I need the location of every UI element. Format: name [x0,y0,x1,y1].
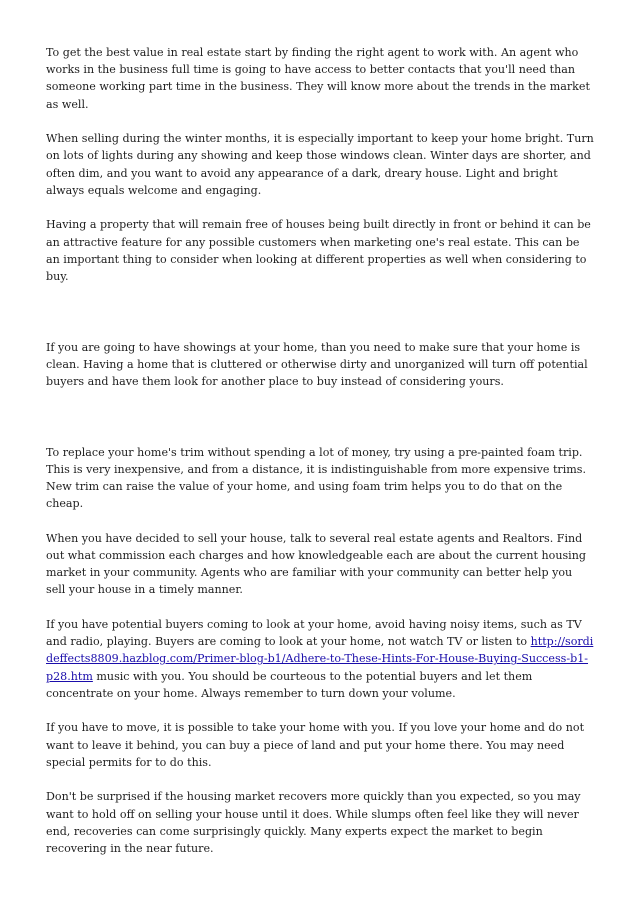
blank-gap [46,408,595,444]
paragraph-agent: To get the best value in real estate start by finding the right agent to work with. An agent who works in the business full time is going to have access to better contacts that you'll need than someone working part time in the business. They will know more about the trends in the market as well. [46,46,590,111]
paragraph-property-view: Having a property that will remain free of houses being built directly in front or behind it can be an attractive feature for any possible customers when marketing one's real estate. This can be an important thing to consider when looking at different properties as well when considering to buy. [46,218,591,284]
paragraph-winter-selling: When selling during the winter months, it is especially important to keep your home bright. Turn on lots of lights during any showing and keep those windows clean. Winter days are shorter, and often dim, and you want to avoid any appearance of a dark, dreary house. Light and bright always equals welcome and engaging. [46,132,594,197]
blank-gap [46,303,595,339]
blog-link[interactable]: http://sordideffects8809.hazblog.com/Primer-blog-b1/Adhere-to-These-Hints-For-House-Buying-Success-b1-p28.htm [46,635,594,683]
paragraph-foam-trim: To replace your home's trim without spending a lot of money, try using a pre-painted foam trip. This is very inexpensive, and from a distance, it is indistinguishable from more expensive trims. New trim can raise the value of your home, and using foam trim helps you to do that on the cheap. [46,445,586,511]
document-page [46,44,595,875]
paragraph-market-recovery: Don't be surprised if the housing market recovers more quickly than you expected, so you may want to hold off on selling your house until it does. While slumps often feel like they will never end, recoveries can come surprisingly quickly. Many experts expect the market to begin recovering in the near future. [46,790,581,856]
paragraph-showings-clean: If you are going to have showings at your home, than you need to make sure that your home is clean. Having a home that is cluttered or otherwise dirty and unorganized will turn off potential buyers and have them look for another place to buy instead of considering yours. [46,340,588,389]
paragraph-move-home: If you have to move, it is possible to take your home with you. If you love your home and do not want to leave it behind, you can buy a piece of land and put your home there. You may need special permits for to do this. [46,721,585,769]
paragraph-noisy-items [46,616,595,702]
paragraph-noisy-items-text-start: If you have potential buyers coming to look at your home, avoid having noisy items, such as TV and radio, playing. Buyers are coming to look at your home, not watch TV or listen to [46,618,582,649]
paragraph-noisy-items-text-end: music with you. You should be courteous to the potential buyers and let them concentrate on your home. Always remember to turn down your volume. [46,669,533,700]
paragraph-agents-realtors: When you have decided to sell your house, talk to several real estate agents and Realtors. Find out what commission each charges and how knowledgeable each are about the current housing market in your community. Agents who are familiar with your community can better help you sell your house in a timely manner. [46,531,586,597]
